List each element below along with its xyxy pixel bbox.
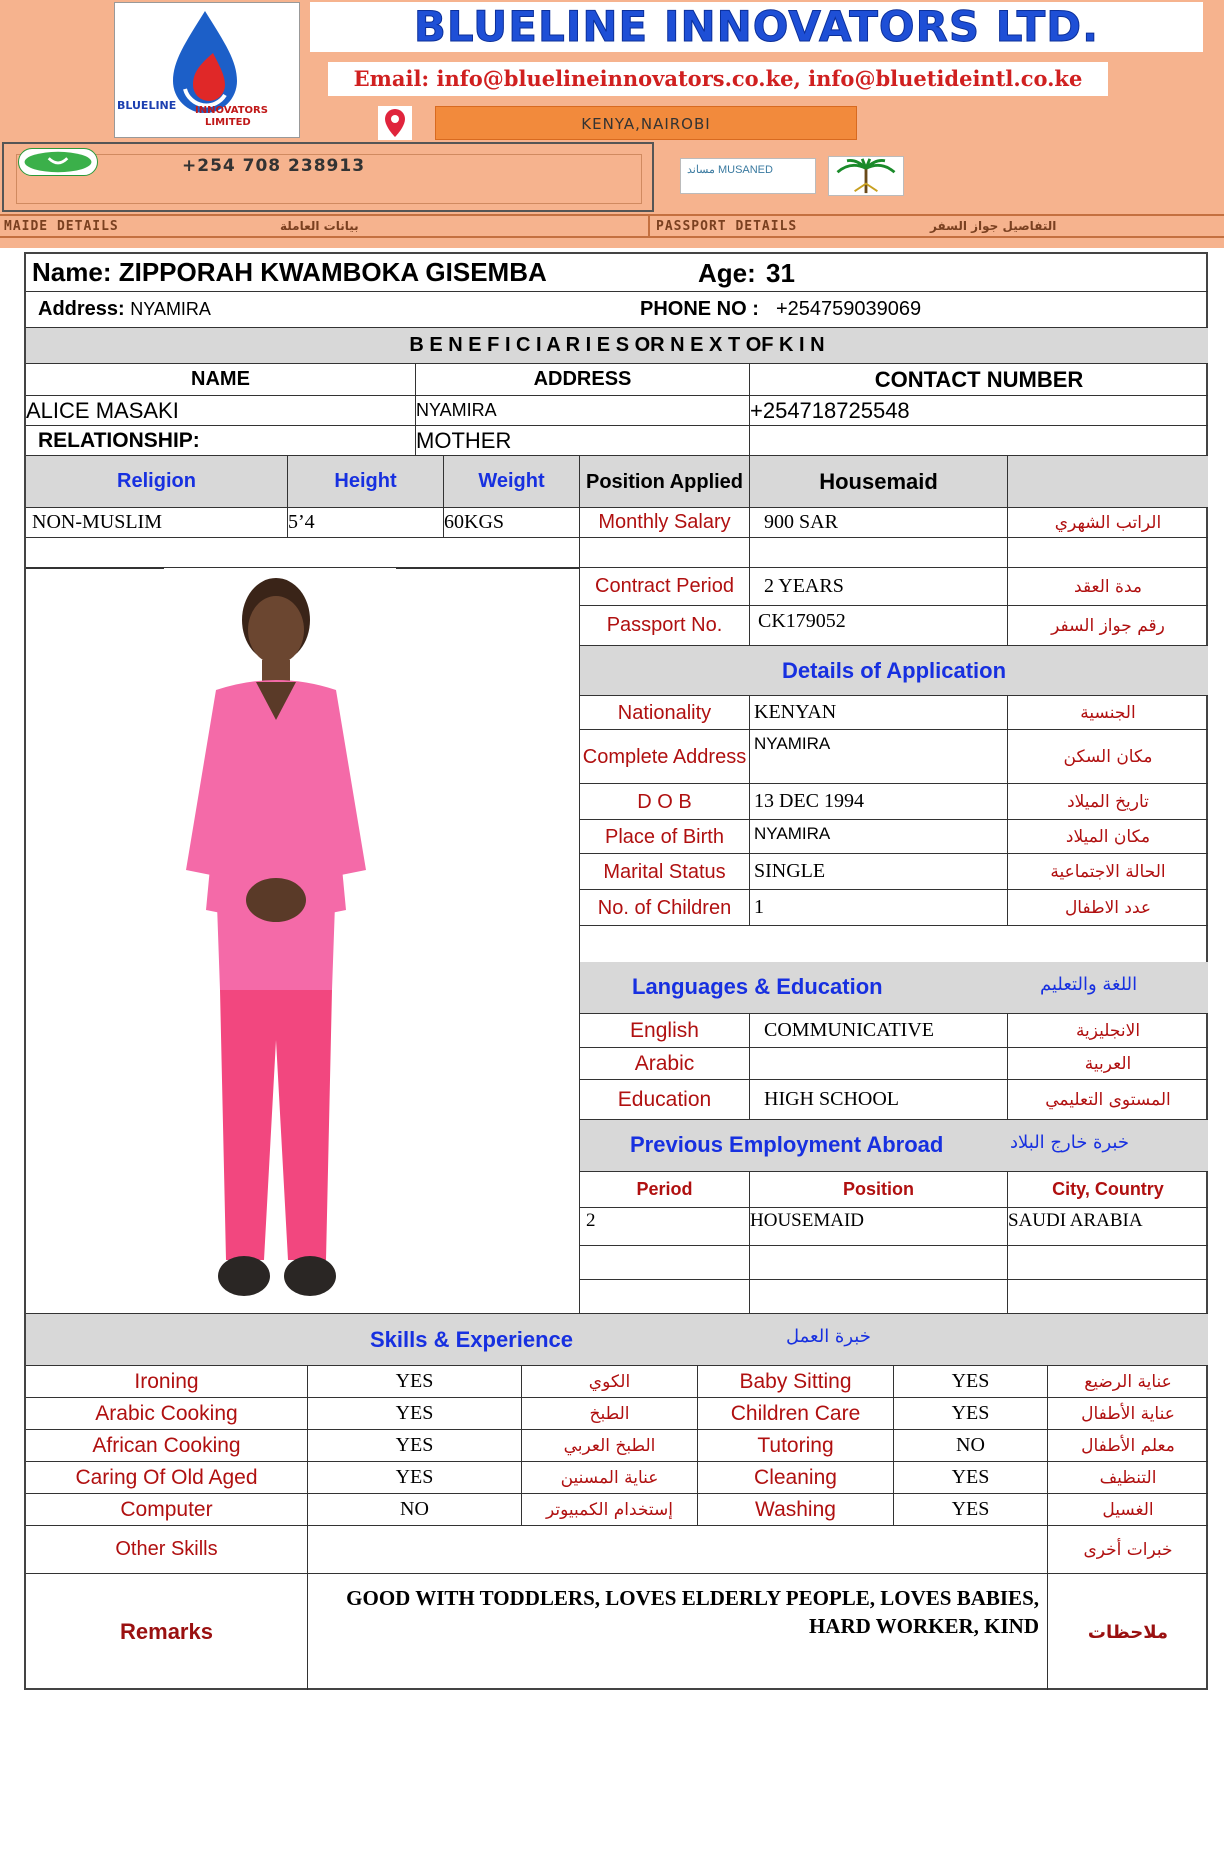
relationship-label: RELATIONSHIP: (26, 426, 416, 456)
company-location: KENYA,NAIROBI (435, 106, 857, 140)
skill-label: Ironing (26, 1366, 308, 1398)
skill-label-ar: الطبخ العربي (522, 1430, 698, 1462)
skill-value: NO (308, 1494, 522, 1526)
religion-label: Religion (26, 456, 288, 508)
skill-label: Tutoring (698, 1430, 894, 1462)
language-label: Arabic (580, 1048, 750, 1080)
detail-label-ar: الجنسية (1008, 696, 1208, 730)
skill-value: YES (894, 1494, 1048, 1526)
details-section-title: Details of Application (580, 646, 1208, 696)
height-value: 5’4 (288, 508, 444, 538)
company-email: Email: info@bluelineinnovators.co.ke, info@bluetideintl.co.ke (328, 62, 1108, 96)
section-tabs (0, 214, 1224, 238)
detail-label-ar: مكان الميلاد (1008, 820, 1208, 854)
maid-photo (146, 570, 406, 1318)
weight-value: 60KGS (444, 508, 580, 538)
skill-label-ar: معلم الأطفال (1048, 1430, 1208, 1462)
skill-value: YES (894, 1366, 1048, 1398)
employment-city: SAUDI ARABIA (1008, 1208, 1208, 1246)
skill-label-ar: التنظيف (1048, 1462, 1208, 1494)
beneficiary-contact: +254718725548 (750, 396, 1208, 426)
skill-value: YES (894, 1462, 1048, 1494)
skill-label-ar: الطبخ (522, 1398, 698, 1430)
skill-value: YES (308, 1430, 522, 1462)
skill-label: Washing (698, 1494, 894, 1526)
phone-label: PHONE NO : (640, 298, 759, 320)
tab-passport-details: PASSPORT DETAILS (656, 219, 798, 234)
language-label-ar: المستوى التعليمي (1008, 1080, 1208, 1120)
height-label: Height (288, 456, 444, 508)
skills-section (26, 1314, 1208, 1366)
remarks-value: GOOD WITH TODDLERS, LOVES ELDERLY PEOPLE, LOVES BABIES, HARD WORKER, KIND (308, 1574, 1048, 1690)
skill-label-ar: الكوي (522, 1366, 698, 1398)
skill-label: Cleaning (698, 1462, 894, 1494)
address-label: Address: (38, 298, 125, 320)
beneficiary-name: ALICE MASAKI (26, 396, 416, 426)
logo-text-2: INNOVATORS (195, 105, 268, 116)
language-value: COMMUNICATIVE (750, 1014, 1008, 1048)
detail-value: NYAMIRA (750, 820, 1008, 854)
religion-value: NON-MUSLIM (26, 508, 288, 538)
remarks-label: Remarks (26, 1574, 308, 1690)
employment-section-title-ar: خبرة خارج البلاد (1010, 1132, 1129, 1153)
beneficiary-col-name: NAME (26, 364, 416, 396)
age-value: 31 (766, 258, 795, 288)
skill-label: Computer (26, 1494, 308, 1526)
spacer-cell (580, 538, 750, 568)
spacer-row (26, 538, 580, 568)
detail-value: 1 (750, 890, 1008, 926)
detail-label: Place of Birth (580, 820, 750, 854)
skill-label-ar: إستخدام الكمبيوتر (522, 1494, 698, 1526)
contract-value: 2 YEARS (750, 568, 1008, 606)
weight-label: Weight (444, 456, 580, 508)
languages-section (580, 962, 1208, 1014)
employment-section-title: Previous Employment Abroad (630, 1132, 944, 1157)
name-label: Name: (32, 257, 112, 287)
relationship-empty (750, 426, 1208, 456)
phone-panel (2, 142, 654, 212)
skill-label-ar: عناية المسنين (522, 1462, 698, 1494)
employment-col-period: Period (580, 1172, 750, 1208)
detail-label: No. of Children (580, 890, 750, 926)
detail-label: Nationality (580, 696, 750, 730)
skill-label: Baby Sitting (698, 1366, 894, 1398)
contract-label-ar: مدة العقد (1008, 568, 1208, 606)
other-skills-label: Other Skills (26, 1526, 308, 1574)
contract-label: Contract Period (580, 568, 750, 606)
employment-col-position: Position (750, 1172, 1008, 1208)
phone-value: +254759039069 (776, 298, 922, 320)
location-pin-icon (378, 106, 412, 140)
empty-cell (580, 1246, 750, 1280)
language-label: Education (580, 1080, 750, 1120)
skill-label-ar: عناية الأطفال (1048, 1398, 1208, 1430)
skill-value: YES (308, 1366, 522, 1398)
position-applied-value: Housemaid (750, 456, 1008, 508)
detail-label: Complete Address (580, 730, 750, 784)
tab-maid-details: MAIDE DETAILS (4, 219, 119, 234)
detail-label-ar: عدد الاطفال (1008, 890, 1208, 926)
languages-section-title-ar: اللغة والتعليم (1040, 974, 1138, 995)
age-label: Age: (698, 258, 756, 288)
logo-text-3: LIMITED (205, 117, 251, 128)
skill-value: YES (894, 1398, 1048, 1430)
logo-text-1: BLUELINE (117, 99, 177, 112)
language-value (750, 1048, 1008, 1080)
position-blank (1008, 456, 1208, 508)
languages-section-title: Languages & Education (632, 974, 883, 999)
employment-col-city: City, Country (1008, 1172, 1208, 1208)
detail-value: KENYAN (750, 696, 1008, 730)
skill-label: Caring Of Old Aged (26, 1462, 308, 1494)
detail-label-ar: الحالة الاجتماعية (1008, 854, 1208, 890)
skill-label: Arabic Cooking (26, 1398, 308, 1430)
maid-name: ZIPPORAH KWAMBOKA GISEMBA (118, 257, 547, 287)
name-row (26, 254, 1208, 292)
relationship-value: MOTHER (416, 426, 750, 456)
spacer-cell (1008, 538, 1208, 568)
skill-value: YES (308, 1462, 522, 1494)
passport-label: Passport No. (580, 606, 750, 646)
company-phone: +254 708 238913 (182, 156, 366, 176)
other-skills-value (308, 1526, 1048, 1574)
skill-value: YES (308, 1398, 522, 1430)
detail-label: D O B (580, 784, 750, 820)
spacer-cell (750, 538, 1008, 568)
beneficiary-col-address: ADDRESS (416, 364, 750, 396)
palm-emblem-icon (828, 156, 904, 196)
detail-label: Marital Status (580, 854, 750, 890)
skills-section-title: Skills & Experience (370, 1327, 573, 1352)
empty-cell (1008, 1280, 1208, 1314)
maid-cv-form (24, 252, 1208, 1690)
detail-value: SINGLE (750, 854, 1008, 890)
detail-label-ar: تاريخ الميلاد (1008, 784, 1208, 820)
empty-cell (750, 1280, 1008, 1314)
tab-passport-details-ar: التفاصيل جواز السفر (930, 219, 1057, 233)
employment-period: 2 (580, 1208, 750, 1246)
remarks-label-ar: ملاحظات (1087, 1621, 1169, 1643)
letterhead (0, 0, 1224, 248)
language-label-ar: العربية (1008, 1048, 1208, 1080)
detail-value: 13 DEC 1994 (750, 784, 1008, 820)
musaned-logo: مساند MUSANED (680, 158, 816, 194)
detail-value: NYAMIRA (750, 730, 1008, 784)
skill-label-ar: الغسيل (1048, 1494, 1208, 1526)
employment-position: HOUSEMAID (750, 1208, 1008, 1246)
whatsapp-phone-icon (18, 148, 98, 176)
empty-cell (1008, 1246, 1208, 1280)
address-row (26, 292, 1208, 328)
passport-label-ar: رقم جواز السفر (1008, 606, 1208, 646)
passport-value: CK179052 (750, 606, 1008, 646)
beneficiary-col-contact: CONTACT NUMBER (750, 364, 1208, 396)
empty-cell (750, 1246, 1008, 1280)
salary-value: 900 SAR (750, 508, 1008, 538)
company-logo (114, 2, 300, 138)
skill-label: Children Care (698, 1398, 894, 1430)
beneficiary-title: B E N E F I C I A R I E S OR N E X T OF K I N (26, 328, 1208, 364)
salary-label: Monthly Salary (580, 508, 750, 538)
detail-label-ar: مكان السكن (1008, 730, 1208, 784)
language-label: English (580, 1014, 750, 1048)
empty-cell (580, 1280, 750, 1314)
skill-label: African Cooking (26, 1430, 308, 1462)
tab-maid-details-ar: بيانات العاملة (280, 219, 359, 233)
skills-section-title-ar: خبرة العمل (786, 1326, 871, 1347)
position-applied-label: Position Applied (580, 456, 750, 508)
employment-section (580, 1120, 1208, 1172)
skill-label-ar: عناية الرضيع (1048, 1366, 1208, 1398)
language-label-ar: الانجليزية (1008, 1014, 1208, 1048)
language-value: HIGH SCHOOL (750, 1080, 1008, 1120)
other-skills-label-ar: خبرات أخرى (1048, 1526, 1208, 1574)
salary-label-ar: الراتب الشهري (1008, 508, 1208, 538)
skill-value: NO (894, 1430, 1048, 1462)
beneficiary-address: NYAMIRA (416, 396, 750, 426)
company-name: BLUELINE INNOVATORS LTD. (310, 2, 1203, 52)
address-value: NYAMIRA (130, 299, 211, 319)
